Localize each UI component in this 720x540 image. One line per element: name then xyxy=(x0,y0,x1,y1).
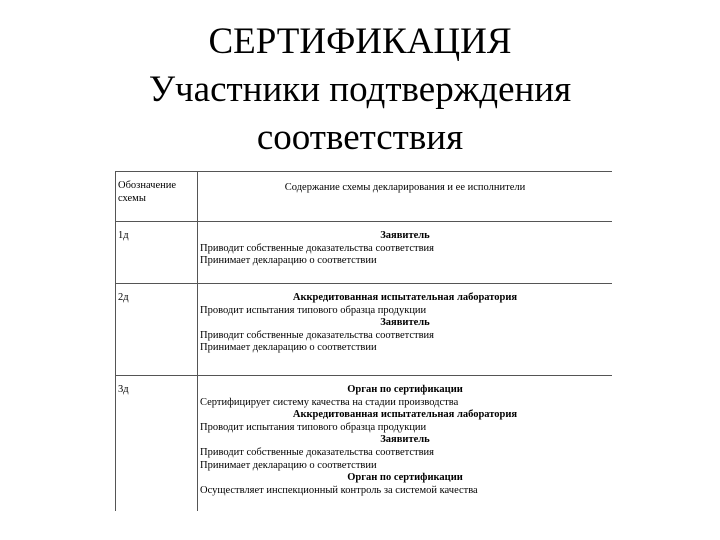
participant-action: Сертифицирует систему качества на стадии производства xyxy=(200,396,459,408)
title-line-2: Участники подтверждения xyxy=(148,69,572,110)
participant-role: Орган по сертификации xyxy=(347,472,463,484)
participant-role: Аккредитованная испытательная лаборатория xyxy=(292,409,518,421)
scheme-content xyxy=(198,376,613,512)
participant-role: Заявитель xyxy=(380,317,430,329)
scheme-table-container xyxy=(115,171,612,511)
participant-role: Заявитель xyxy=(380,230,430,241)
scheme-code: 3д xyxy=(116,376,198,512)
header-scheme-content: Содержание схемы декларирования и ее исполнители xyxy=(198,172,613,222)
participant-role: Аккредитованная испытательная лаборатория xyxy=(292,292,518,303)
scheme-content xyxy=(198,222,613,284)
participant-action: Осуществляет инспекционный контроль за системой качества xyxy=(200,484,478,496)
participant-action: Проводит испытания типового образца продукции xyxy=(200,304,427,316)
scheme-table xyxy=(115,171,612,511)
table-row xyxy=(116,376,613,512)
scheme-code: 2д xyxy=(116,284,198,376)
table-row xyxy=(116,222,613,284)
participant-action: Принимает декларацию о соответствии xyxy=(200,342,377,354)
participant-action: Приводит собственные доказательства соответствия xyxy=(200,329,434,341)
participant-role: Орган по сертификации xyxy=(347,384,463,395)
participant-action: Приводит собственные доказательства соответствия xyxy=(200,446,434,458)
header-scheme-code: Обозначение схемы xyxy=(116,172,198,222)
participant-role: Заявитель xyxy=(380,434,430,446)
table-header-row xyxy=(116,172,613,222)
scheme-code: 1д xyxy=(116,222,198,284)
participant-action: Принимает декларацию о соответствии xyxy=(200,255,377,267)
scheme-content xyxy=(198,284,613,376)
participant-action: Принимает декларацию о соответствии xyxy=(200,459,377,471)
table-row xyxy=(116,284,613,376)
participant-action: Приводит собственные доказательства соответствия xyxy=(200,242,434,254)
slide-title xyxy=(0,18,720,162)
title-line-3: соответствия xyxy=(256,117,464,158)
participant-action: Проводит испытания типового образца продукции xyxy=(200,421,427,433)
title-line-1: СЕРТИФИКАЦИЯ xyxy=(208,21,512,62)
